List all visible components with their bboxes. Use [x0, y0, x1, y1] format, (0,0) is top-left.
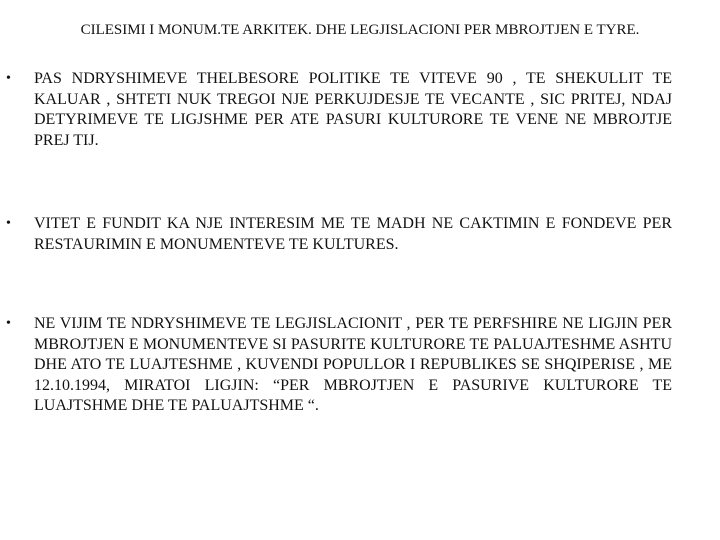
bullet-marker: •: [6, 71, 11, 86]
bullet-text: VITET E FUNDIT KA NJE INTERESIM ME TE MADH NE CAKTIMIN E FONDEVE PER RESTAURIMIN E MONUMENTEVE TE KULTURES.: [34, 215, 672, 253]
bullet-marker: •: [6, 316, 11, 331]
bullet-text: PAS NDRYSHIMEVE THELBESORE POLITIKE TE VITEVE 90 , TE SHEKULLIT TE KALUAR , SHTETI NUK TREGOI NJE PERKUJDESJE TE VECANTE , SIC PRITEJ, NDAJ DETYRIMEVE TE LIGJSHME PER ATE PASURI KULTURORE TE VENE NE MBROJTJE PREJ TIJ.: [34, 70, 672, 149]
bullet-text: NE VIJIM TE NDRYSHIMEVE TE LEGJISLACIONIT , PER TE PERFSHIRE NE LIGJIN PER MBROJTJEN E MONUMENTEVE SI PASURITE KULTURORE TE PALUAJTESHME ASHTU DHE ATO TE LUAJTESHME , KUVENDI POPULLOR I REPUBLIKES SE SHQIPERISE , ME 12.10.1994, MIRATOI LIGJIN: “PER MBROJTJEN E PASURIVE KULTURORE TE LUAJTSHME DHE TE PALUAJTSHME “.: [34, 315, 672, 414]
slide-title: CILESIMI I MONUM.TE ARKITEK. DHE LEGJISLACIONI PER MBROJTJEN E TYRE.: [80, 22, 640, 38]
bullet-marker: •: [6, 216, 11, 231]
